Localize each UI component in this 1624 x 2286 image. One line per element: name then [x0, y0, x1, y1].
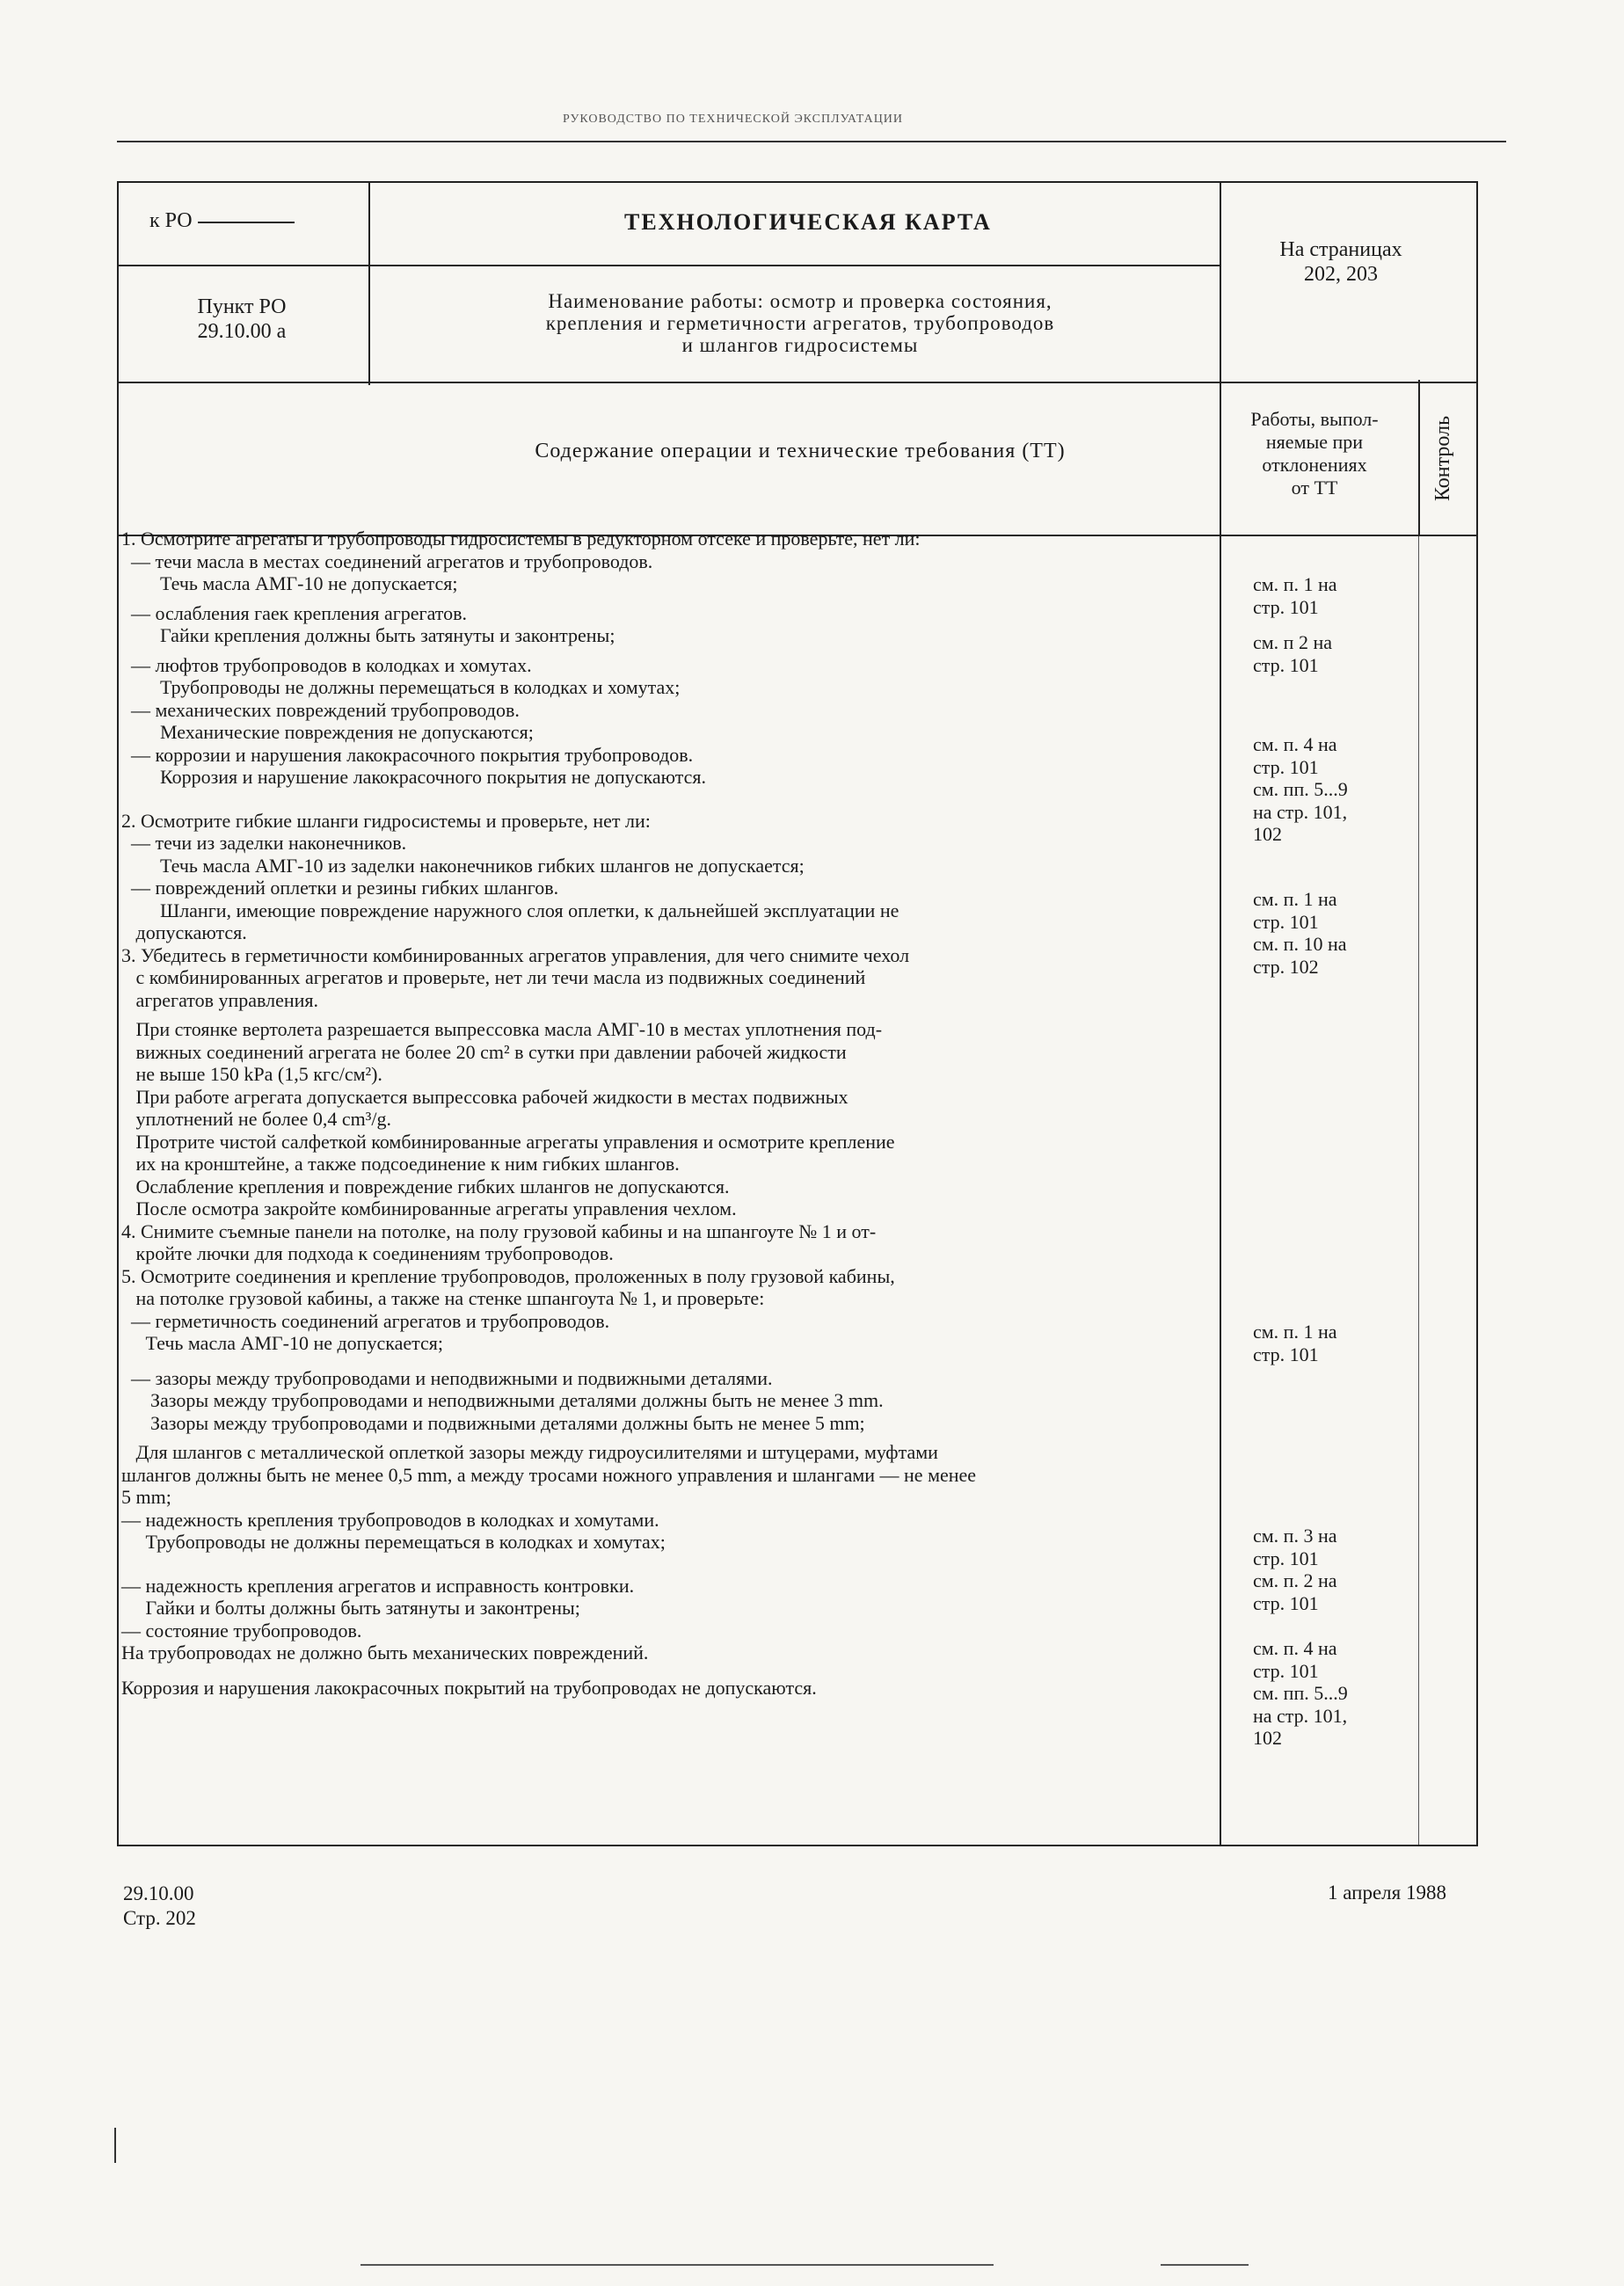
body-line: Механические повреждения не допускаются; — [121, 721, 534, 743]
running-header: РУКОВОДСТВО ПО ТЕХНИЧЕСКОЙ ЭКСПЛУАТАЦИИ — [563, 113, 904, 126]
body-line: — коррозии и нарушения лакокрасочного покрытия трубопроводов. — [121, 743, 694, 766]
side-ref-group — [1253, 573, 1429, 618]
body-line: Коррозия и нарушения лакокрасочных покрытий на трубопроводах не допускаются. — [121, 1676, 817, 1699]
side-ref: 102 — [1253, 1727, 1282, 1749]
punkt-value: 29.10.00 а — [197, 320, 287, 343]
body-line: Гайки крепления должны быть затянуты и законтрены; — [121, 624, 615, 646]
side-ref: см. пп. 5...9 — [1253, 778, 1348, 800]
bottom-scan-line — [1161, 2264, 1249, 2266]
body-line: кройте лючки для подхода к соединениям трубопроводов. — [121, 1242, 614, 1264]
body-line: Зазоры между трубопроводами и неподвижными деталями должны быть не менее 3 mm. — [121, 1389, 884, 1411]
body-line: Гайки и болты должны быть затянуты и законтрены; — [121, 1597, 580, 1619]
body-line: уплотнений не более 0,4 cm³/g. — [121, 1108, 391, 1130]
body-line: При работе агрегата допускается выпрессовка рабочей жидкости в местах подвижных — [121, 1085, 848, 1108]
footer-left — [123, 1882, 196, 1931]
column-header-works — [1227, 408, 1402, 499]
body-line: — течи масла в местах соединений агрегатов и трубопроводов. — [121, 550, 653, 572]
side-ref: стр. 101 — [1253, 653, 1319, 676]
side-ref: стр. 101 — [1253, 1343, 1319, 1365]
body-line: Трубопроводы не должны перемещаться в колодках и хомутах; — [121, 1531, 666, 1553]
pages-value: 202, 203 — [1304, 263, 1378, 286]
punkt-label: Пункт РО — [197, 295, 287, 318]
body-line: — герметичность соединений агрегатов и трубопроводов. — [121, 1309, 610, 1332]
footer-page: Стр. 202 — [123, 1907, 196, 1929]
body-line: — ослабления гаек крепления агрегатов. — [121, 601, 467, 624]
side-ref: см. п. 10 на — [1253, 933, 1347, 955]
side-ref: стр. 101 — [1253, 1659, 1319, 1682]
side-ref: см. п. 2 на — [1253, 1569, 1337, 1591]
body-line: — течи из заделки наконечников. — [121, 832, 407, 854]
body-line: — состояние трубопроводов. — [121, 1619, 362, 1642]
operations-text — [121, 528, 1212, 1699]
side-ref-group — [1253, 888, 1429, 978]
side-ref: см. п 2 на — [1253, 631, 1332, 653]
margin-mark — [114, 2128, 116, 2163]
side-ref: 102 — [1253, 823, 1282, 845]
body-line: 5 mm; — [121, 1486, 171, 1508]
body-line: Течь масла АМГ-10 не допускается; — [121, 1332, 443, 1354]
body-line: — зазоры между трубопроводами и неподвижными и подвижными деталями. — [121, 1366, 773, 1389]
body-line: допускаются. — [121, 921, 247, 943]
side-ref: стр. 101 — [1253, 910, 1319, 933]
footer-date: 1 апреля 1988 — [1328, 1882, 1446, 1904]
footer-code: 29.10.00 — [123, 1882, 194, 1904]
body-line: их на кронштейне, а также подсоединение к ним гибких шлангов. — [121, 1153, 680, 1175]
body-line: — повреждений оплетки и резины гибких шлангов. — [121, 877, 559, 899]
pages-box — [1240, 237, 1442, 287]
body-line: — люфтов трубопроводов в колодках и хомутах. — [121, 653, 532, 676]
works-line: няемые при — [1265, 431, 1364, 453]
body-line: 3. Убедитесь в герметичности комбинированных агрегатов управления, для чего снимите чехол — [121, 943, 910, 966]
column-header-content: Содержание операции и технические требования (ТТ) — [535, 440, 1066, 462]
side-ref: стр. 101 — [1253, 595, 1319, 618]
side-ref: на стр. 101, — [1253, 800, 1348, 823]
body-line: на потолке грузовой кабины, а также на стенке шпангоута № 1, и проверьте: — [121, 1287, 765, 1309]
body-line: После осмотра закройте комбинированные агрегаты управления чехлом. — [121, 1198, 737, 1219]
body-line: Трубопроводы не должны перемещаться в колодках и хомутах; — [121, 676, 681, 698]
body-line: вижных соединений агрегата не более 20 cm² в сутки при давлении рабочей жидкости — [121, 1040, 847, 1063]
body-line: Для шлангов с металлической оплеткой зазоры между гидроусилителями и штуцерами, муфтами — [121, 1441, 938, 1463]
card-title: ТЕХНОЛОГИЧЕСКАЯ КАРТА — [624, 209, 992, 235]
body-line: шлангов должны быть не менее 0,5 mm, а между тросами ножного управления и шлангами — не менее — [121, 1463, 977, 1486]
punkt-box — [154, 295, 330, 344]
side-ref: см. п. 1 на — [1253, 888, 1337, 910]
header-rule — [117, 141, 1506, 142]
body-line: Шланги, имеющие повреждение наружного слоя оплетки, к дальнейшей эксплуатации не — [121, 899, 899, 921]
works-line: от ТТ — [1291, 477, 1338, 499]
body-line: На трубопроводах не должно быть механических повреждений. — [121, 1642, 649, 1664]
side-ref: стр. 101 — [1253, 1547, 1319, 1569]
body-line: Зазоры между трубопроводами и подвижными деталями должны быть не менее 5 mm; — [121, 1411, 865, 1434]
side-ref-group — [1253, 1525, 1429, 1614]
body-line: не выше 150 kPa (1,5 кгс/см²). — [121, 1063, 382, 1085]
body-line: 5. Осмотрите соединения и крепление трубопроводов, проложенных в полу грузовой кабины, — [121, 1264, 895, 1287]
body-line: При стоянке вертолета разрешается выпрессовка масла АМГ-10 в местах уплотнения под- — [121, 1018, 883, 1040]
body-line: — механических повреждений трубопроводов. — [121, 698, 520, 721]
body-line: Коррозия и нарушение лакокрасочного покрытия не допускаются. — [121, 766, 707, 788]
works-line: Работы, выпол- — [1250, 408, 1379, 430]
body-line: Протрите чистой салфеткой комбинированные агрегаты управления и осмотрите крепление — [121, 1130, 895, 1153]
side-ref: стр. 102 — [1253, 955, 1319, 978]
side-ref: стр. 101 — [1253, 755, 1319, 778]
body-line: Течь масла АМГ-10 не допускается; — [121, 572, 458, 594]
works-line: отклонениях — [1262, 454, 1367, 476]
side-ref: стр. 101 — [1253, 1591, 1319, 1614]
job-name-line: Наименование работы: осмотр и проверка состояния, — [548, 290, 1052, 312]
bottom-scan-line — [360, 2264, 994, 2266]
ref-label — [149, 209, 295, 233]
side-ref-group — [1253, 1637, 1429, 1750]
side-ref-group — [1253, 733, 1429, 846]
side-ref: см. п. 1 на — [1253, 1321, 1337, 1343]
side-ref: см. п. 1 на — [1253, 573, 1337, 595]
pages-label: На страницах — [1279, 238, 1402, 261]
body-line: Ослабление крепления и повреждение гибких шлангов не допускаются. — [121, 1175, 730, 1198]
side-ref: см. пп. 5...9 — [1253, 1682, 1348, 1704]
body-line: — надежность крепления агрегатов и исправность контровки. — [121, 1574, 635, 1597]
side-ref-group — [1253, 1321, 1429, 1365]
column-header-control: Контроль — [1431, 415, 1454, 501]
body-line: Течь масла АМГ-10 из заделки наконечников гибких шлангов не допускается; — [121, 854, 805, 877]
side-ref: см. п. 4 на — [1253, 733, 1337, 755]
side-ref: см. п. 4 на — [1253, 1637, 1337, 1659]
job-name — [369, 290, 1231, 356]
side-ref: см. п. 3 на — [1253, 1525, 1337, 1547]
job-name-line: крепления и герметичности агрегатов, трубопроводов — [545, 312, 1055, 334]
side-ref-group — [1253, 631, 1429, 676]
body-line: агрегатов управления. — [121, 988, 319, 1011]
side-ref: на стр. 101, — [1253, 1704, 1348, 1727]
job-name-line: и шлангов гидросистемы — [681, 334, 919, 356]
body-line: 4. Снимите съемные панели на потолке, на полу грузовой кабины и на шпангоуте № 1 и от- — [121, 1219, 877, 1242]
ref-label-text: к РО — [149, 209, 193, 232]
body-line: 2. Осмотрите гибкие шланги гидросистемы и проверьте, нет ли: — [121, 809, 651, 832]
body-line: с комбинированных агрегатов и проверьте, нет ли течи масла из подвижных соединений — [121, 966, 866, 988]
body-line: 1. Осмотрите агрегаты и трубопроводы гидросистемы в редукторном отсеке и проверьте, нет ли: — [121, 528, 921, 550]
body-line: — надежность крепления трубопроводов в колодках и хомутами. — [121, 1508, 659, 1531]
